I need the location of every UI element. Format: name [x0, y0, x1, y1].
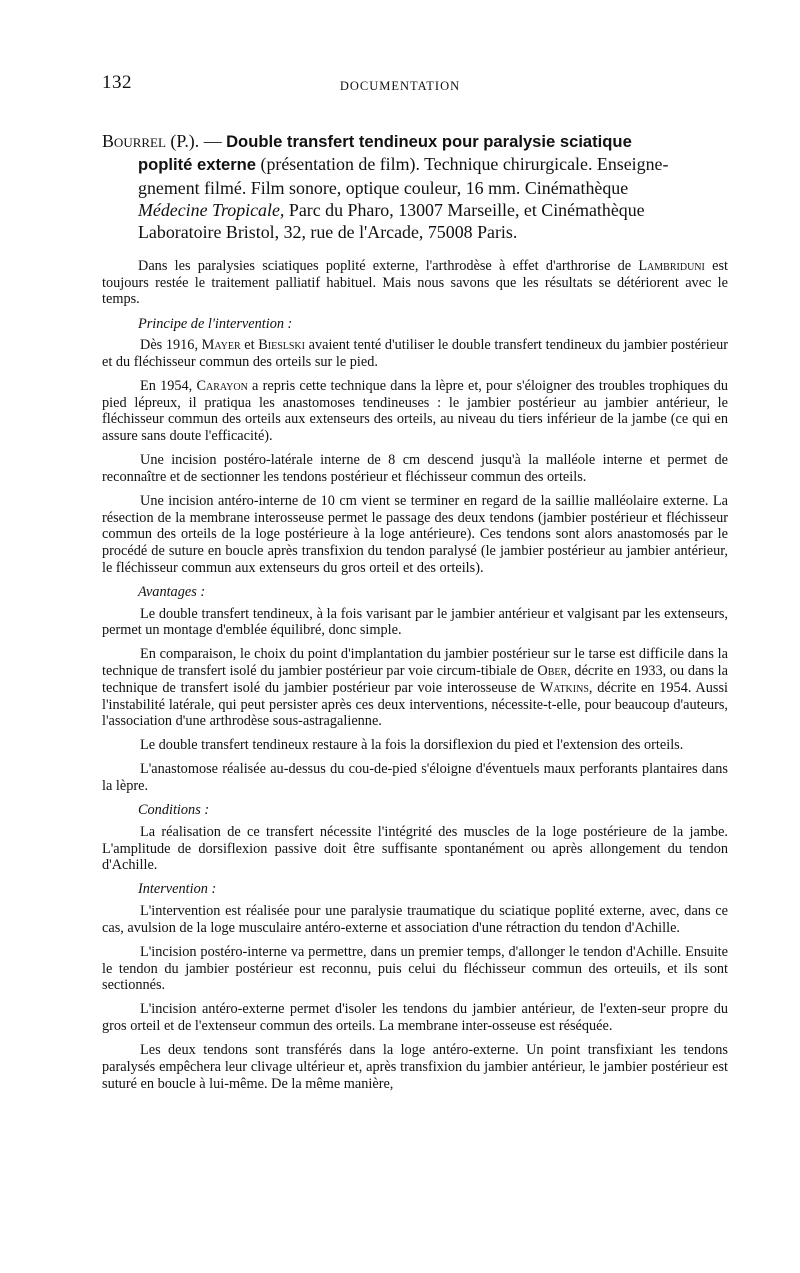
text-span: , décrite en 1933, ou dans la technique de transfert isolé du jambier postérieur par voie interosseuse de: [102, 663, 728, 696]
reference-description: (présentation de film). Technique chirurgicale. Enseigne-: [256, 154, 669, 175]
text-span: et: [240, 337, 259, 354]
text-span: , décrite en 1954. Aussi l'instabilité latérale, qui peut persister après ces deux interventions, nécessite-t-elle, pour beaucoup d'auteurs, l'association d'une arthrodèse sous-astragalienne.: [102, 679, 729, 730]
running-head: DOCUMENTATION: [339, 79, 461, 93]
text-span: En comparaison, le choix du point d'implantation du jambier postérieur sur le tarse est difficile dans la technique de transfert isolé du jambier postérieur par voie circum-tibiale de: [102, 646, 728, 680]
author-name-lambriduni: Lambriduni: [638, 258, 705, 274]
reference-line-5: Laboratoire Bristol, 32, rue de l'Arcade, 75008 Paris.: [138, 222, 518, 243]
reference-line-2: [102, 153, 728, 176]
reference-line-3: gnement filmé. Film sonore, optique couleur, 16 mm. Cinémathèque: [138, 177, 629, 198]
author-name-mayer: Mayer: [201, 337, 241, 354]
bibliographic-reference: [102, 130, 728, 243]
page-number: 132: [102, 72, 132, 93]
reference-cinematheque-name: Médecine Tropicale,: [138, 199, 285, 220]
text-span: Dès 1916,: [140, 337, 202, 354]
reference-author: Bourrel: [102, 131, 166, 151]
author-name-bieslski: Bieslski: [258, 337, 305, 354]
heading-avantages: Avantages :: [138, 583, 206, 600]
intro-paragraph: [102, 258, 728, 308]
conditions-paragraph-1: La réalisation de ce transfert nécessite l'intégrité des muscles de la loge postérieure de la jambe. L'amplitude de dorsiflexion passive doit être suffisante spontanément ou après allongement du tendon d'Achille.: [102, 823, 728, 874]
reference-address: Parc du Pharo, 13007 Marseille, et Cinémathèque: [284, 199, 645, 220]
text-span: En 1954,: [140, 378, 197, 394]
intervention-paragraph-3: L'incision antéro-externe permet d'isoler les tendons du jambier antérieur, de l'exten-seur propre du gros orteil et de l'extenseur commun des orteils. La membrane inter-osseuse est réséquée.: [102, 1001, 728, 1035]
intro-text-start: Dans les paralysies sciatiques poplité externe, l'arthrodèse à effet d'arthrorise de: [138, 258, 639, 274]
principe-paragraph-4: Une incision antéro-interne de 10 cm vient se terminer en regard de la saillie malléolaire externe. La résection de la membrane interosseuse permet le passage des deux tendons (jambier postérieur et fléchisseur commun des orteils de la loge postérieure à la loge antérieure). Ces tendons sont alors anastomosés par le procédé de suture en boucle après transfixion du tendon paralysé (le jambier postérieur au jambier antérieur, le fléchisseur commun aux extenseurs du gros orteil et des orteils).: [102, 493, 728, 576]
article-body: [102, 258, 728, 1100]
avantages-paragraph-1: Le double transfert tendineux, à la fois varisant par le jambier antérieur et valgisant par les extenseurs, permet un montage d'emblée équilibré, donc simple.: [102, 605, 728, 639]
principe-paragraph-1: [102, 337, 728, 370]
author-name-ober: Ober: [537, 663, 568, 680]
heading-conditions: Conditions :: [138, 802, 210, 819]
intervention-paragraph-1: L'intervention est réalisée pour une paralysie traumatique du sciatique poplité externe, avec, dans ce cas, avulsion de la loge musculaire antéro-externe et association d'une rétraction du tendon d'Achille.: [102, 903, 728, 936]
principe-paragraph-2: [102, 378, 728, 445]
text-span: avaient tenté d'utiliser le double transfert tendineux du jambier postérieur et du fléchisseur commun des orteils sur le pied.: [102, 337, 728, 370]
intervention-paragraph-4: Les deux tendons sont transférés dans la loge antéro-externe. Un point transfixiant les tendons paralysés empêchera leur clivage ultérieur et, après transfixion du jambier antérieur, le jambier postérieur est suturé en boucle à lui-même. De la même manière,: [102, 1042, 728, 1092]
author-name-carayon: Carayon: [196, 378, 248, 394]
author-name-watkins: Watkins: [539, 679, 589, 696]
text-span: a repris cette technique dans la lèpre et, pour s'éloigner des troubles trophiques du pied lépreux, il pratiqua les anastomoses tendineuses : le jambier postérieur au jambier antérieur, le fléchisseur commun des orteils aux extenseurs des orteils, au niveau du tiers inférieur de la jambe (ce qui en assure sans doute l'efficacité).: [102, 378, 728, 445]
intro-text-end: est toujours restée le traitement palliatif habituel. Mais nous savons que les résultats se détériorent avec le temps.: [102, 258, 728, 308]
avantages-paragraph-2: [102, 646, 728, 730]
reference-title-line-1: Double transfert tendineux pour paralysie sciatique: [226, 132, 632, 151]
reference-line-1: [102, 130, 728, 153]
heading-intervention: Intervention :: [138, 881, 217, 898]
heading-principe: Principe de l'intervention :: [138, 315, 293, 332]
principe-paragraph-3: Une incision postéro-latérale interne de 8 cm descend jusqu'à la malléole interne et permet de reconnaître et de sectionner les tendons postérieur et fléchisseur commun des orteils.: [102, 452, 728, 485]
reference-line-4: [102, 199, 728, 221]
reference-title-line-2: poplité externe: [138, 155, 257, 175]
avantages-paragraph-3: Le double transfert tendineux restaure à la fois la dorsiflexion du pied et l'extension des orteils.: [140, 737, 684, 754]
avantages-paragraph-4: L'anastomose réalisée au-dessus du cou-de-pied s'éloigne d'éventuels maux perforants plantaires dans la lèpre.: [102, 761, 728, 795]
reference-author-initial: (P.). —: [165, 131, 227, 151]
intervention-paragraph-2: L'incision postéro-interne va permettre, dans un premier temps, d'allonger le tendon d'Achille. Ensuite le tendon du jambier postérieur est reconnu, puis celui du fléchisseur commun des orteuils, et ils sont sectionnés.: [102, 943, 728, 994]
